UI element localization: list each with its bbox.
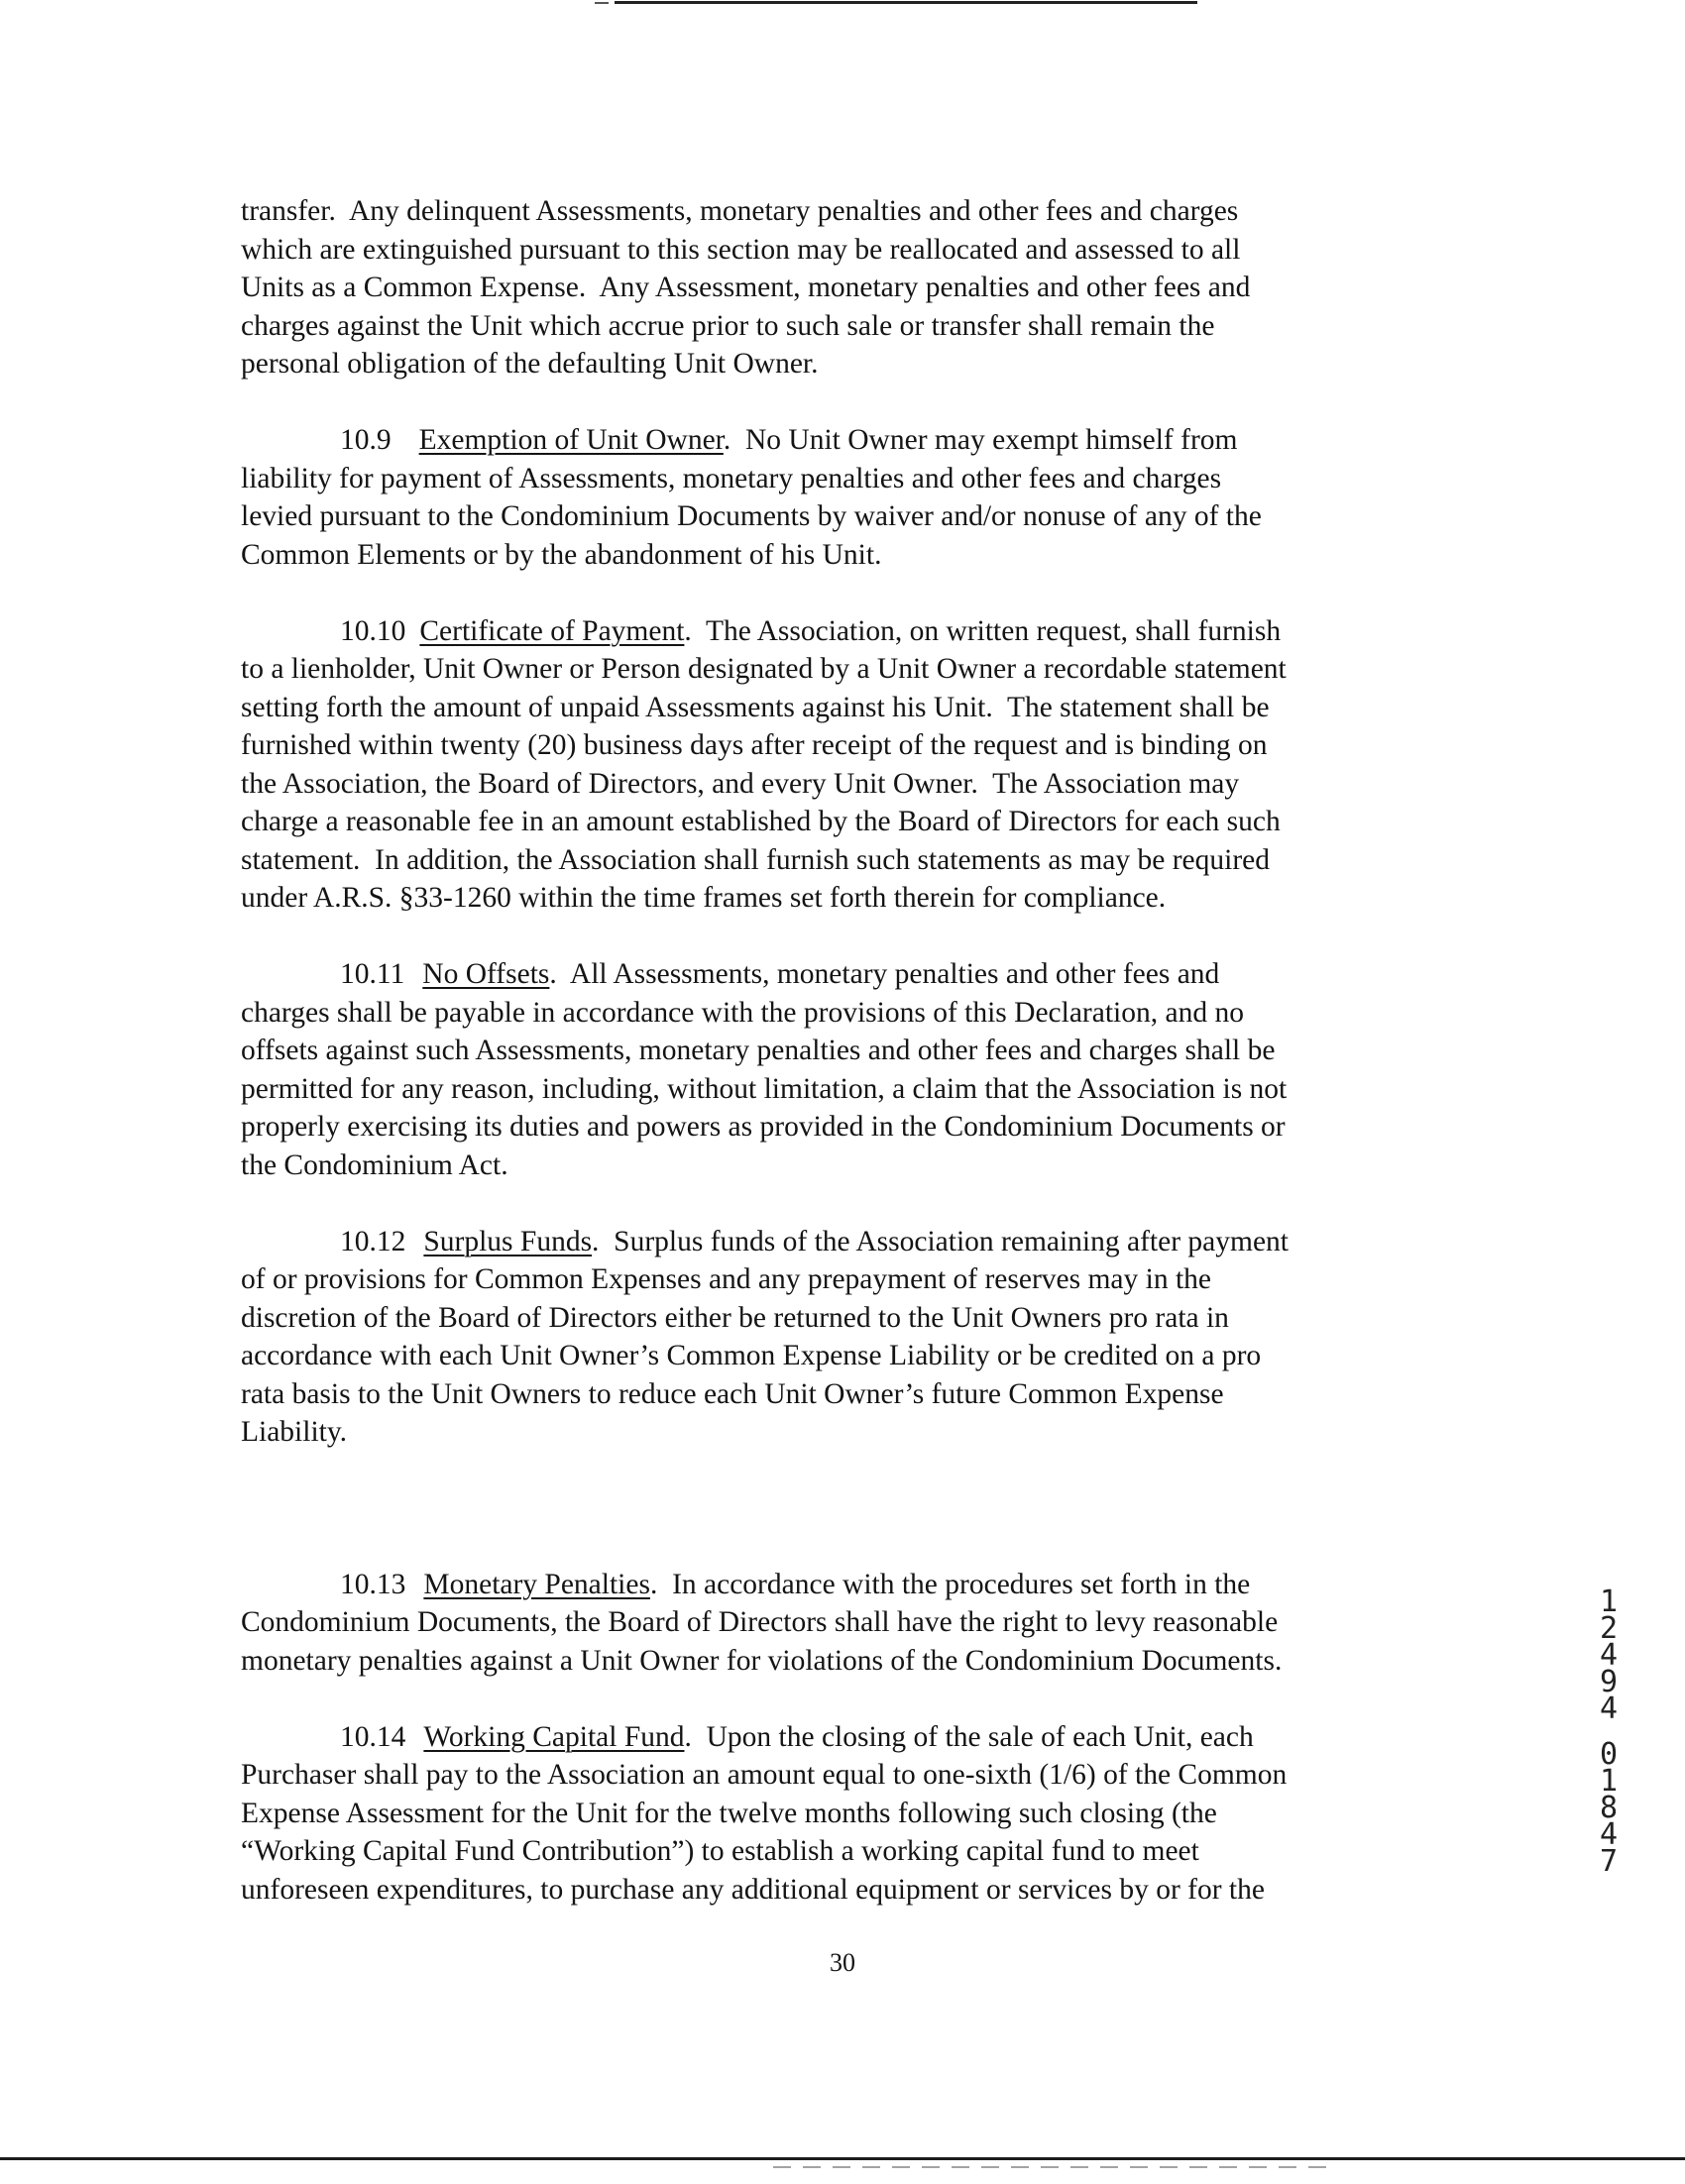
text-run: . The Association, on written request, shall furnish (684, 614, 1282, 647)
text-run: . Upon the closing of the sale of each Unit, each (684, 1720, 1254, 1753)
text-line: levied pursuant to the Condominium Documents by waiver and/or nonuse of any of the (241, 500, 1262, 532)
paragraph-continuation (241, 192, 1480, 383)
section-10-11 (241, 955, 1480, 1184)
section-number: 10.11 (340, 958, 405, 990)
page-number: 30 (830, 1948, 855, 1977)
bottom-edge-artifact (773, 2166, 1328, 2168)
text-run: . No Unit Owner may exempt himself from (723, 424, 1238, 456)
text-line: charge a reasonable fee in an amount established by the Board of Directors for each such (241, 806, 1281, 837)
text-line: charges against the Unit which accrue prior to such sale or transfer shall remain the (241, 309, 1215, 342)
stamp-digit: 1 (1599, 1584, 1619, 1619)
section-first-line (241, 612, 1480, 651)
section-heading: Working Capital Fund (423, 1720, 685, 1753)
text-line: Purchaser shall pay to the Association an amount equal to one-sixth (1/6) of the Common (241, 1759, 1288, 1791)
text-line: the Association, the Board of Directors, and every Unit Owner. The Association may (241, 767, 1240, 800)
text-line: of or provisions for Common Expenses and any prepayment of reserves may in the (241, 1263, 1212, 1295)
stamp-digit: 2 (1599, 1611, 1619, 1646)
text-line: Common Elements or by the abandonment of his Unit. (241, 538, 882, 571)
text-line: Liability. (241, 1416, 348, 1448)
text-line: charges shall be payable in accordance with the provisions of this Declaration, and no (241, 996, 1244, 1029)
section-10-12 (241, 1223, 1480, 1452)
document-body (241, 192, 1480, 1909)
text-line: the Condominium Act. (241, 1148, 508, 1181)
section-first-line (241, 1718, 1480, 1757)
text-line: transfer. Any delinquent Assessments, monetary penalties and other fees and charges (241, 195, 1239, 227)
section-10-9 (241, 421, 1480, 574)
stamp-digit: 4 (1599, 1692, 1619, 1726)
top-edge-rule (615, 1, 1197, 4)
section-heading: Exemption of Unit Owner (418, 424, 724, 456)
section-first-line (241, 1566, 1480, 1604)
recording-stamp-upper (1589, 1584, 1629, 1726)
text-line: Expense Assessment for the Unit for the twelve months following such closing (the (241, 1797, 1217, 1829)
section-heading: Monetary Penalties (423, 1568, 650, 1600)
text-line: offsets against such Assessments, monetary penalties and other fees and charges shall be (241, 1035, 1276, 1066)
text-line: rata basis to the Unit Owners to reduce each Unit Owner’s future Common Expense (241, 1377, 1224, 1410)
text-line: discretion of the Board of Directors either be returned to the Unit Owners pro rata in (241, 1301, 1229, 1334)
text-line: setting forth the amount of unpaid Assessments against his Unit. The statement shall be (241, 691, 1270, 723)
text-line: monetary penalties against a Unit Owner for violations of the Condominium Documents. (241, 1644, 1283, 1677)
section-first-line (241, 421, 1480, 460)
recording-stamp-lower (1589, 1737, 1629, 1879)
bottom-edge-rule (0, 2157, 1685, 2160)
text-line: permitted for any reason, including, without limitation, a claim that the Association is not (241, 1072, 1288, 1105)
text-line: Condominium Documents, the Board of Directors shall have the right to levy reasonable (241, 1606, 1279, 1638)
stamp-digit: 9 (1599, 1665, 1619, 1699)
text-line: which are extinguished pursuant to this section may be reallocated and assessed to all (241, 233, 1241, 266)
text-line: under A.R.S. §33-1260 within the time frames set forth therein for compliance. (241, 882, 1167, 914)
text-line: statement. In addition, the Association shall furnish such statements as may be required (241, 843, 1271, 876)
section-heading: Certificate of Payment (419, 614, 685, 647)
text-run: . In accordance with the procedures set forth in the (649, 1568, 1251, 1600)
section-first-line (241, 955, 1480, 994)
section-heading: No Offsets (422, 958, 550, 990)
text-line: “Working Capital Fund Contribution”) to establish a working capital fund to meet (241, 1835, 1199, 1867)
stamp-digit: 7 (1599, 1844, 1619, 1879)
section-number: 10.12 (340, 1225, 406, 1257)
stamp-digit: 8 (1599, 1791, 1619, 1825)
section-number: 10.13 (340, 1568, 406, 1600)
text-line: furnished within twenty (20) business days after receipt of the request and is binding on (241, 729, 1268, 761)
text-run: . Surplus funds of the Association remaining after payment (592, 1225, 1289, 1257)
section-10-13 (241, 1566, 1480, 1681)
stamp-digit: 4 (1599, 1817, 1619, 1852)
section-number: 10.14 (340, 1720, 406, 1753)
section-10-14 (241, 1718, 1480, 1910)
section-first-line (241, 1223, 1480, 1261)
stamp-digit: 4 (1599, 1638, 1619, 1673)
top-edge-mark (595, 2, 609, 4)
text-line: liability for payment of Assessments, monetary penalties and other fees and charges (241, 462, 1222, 494)
text-line: properly exercising its duties and powers as provided in the Condominium Documents or (241, 1111, 1286, 1143)
stamp-digit: 0 (1599, 1737, 1619, 1772)
section-10-10 (241, 612, 1480, 918)
text-line: accordance with each Unit Owner’s Common Expense Liability or be credited on a pro (241, 1340, 1262, 1371)
section-number: 10.10 (340, 614, 406, 647)
text-line: personal obligation of the defaulting Unit Owner. (241, 348, 819, 380)
stamp-digit: 1 (1599, 1764, 1619, 1799)
text-run: . All Assessments, monetary penalties and other fees and (549, 958, 1220, 990)
text-line: unforeseen expenditures, to purchase any additional equipment or services by or for the (241, 1873, 1265, 1906)
text-line: to a lienholder, Unit Owner or Person designated by a Unit Owner a recordable statement (241, 653, 1287, 685)
text-line: Units as a Common Expense. Any Assessment, monetary penalties and other fees and (241, 272, 1251, 303)
section-heading: Surplus Funds (423, 1225, 593, 1257)
section-number: 10.9 (340, 424, 392, 456)
